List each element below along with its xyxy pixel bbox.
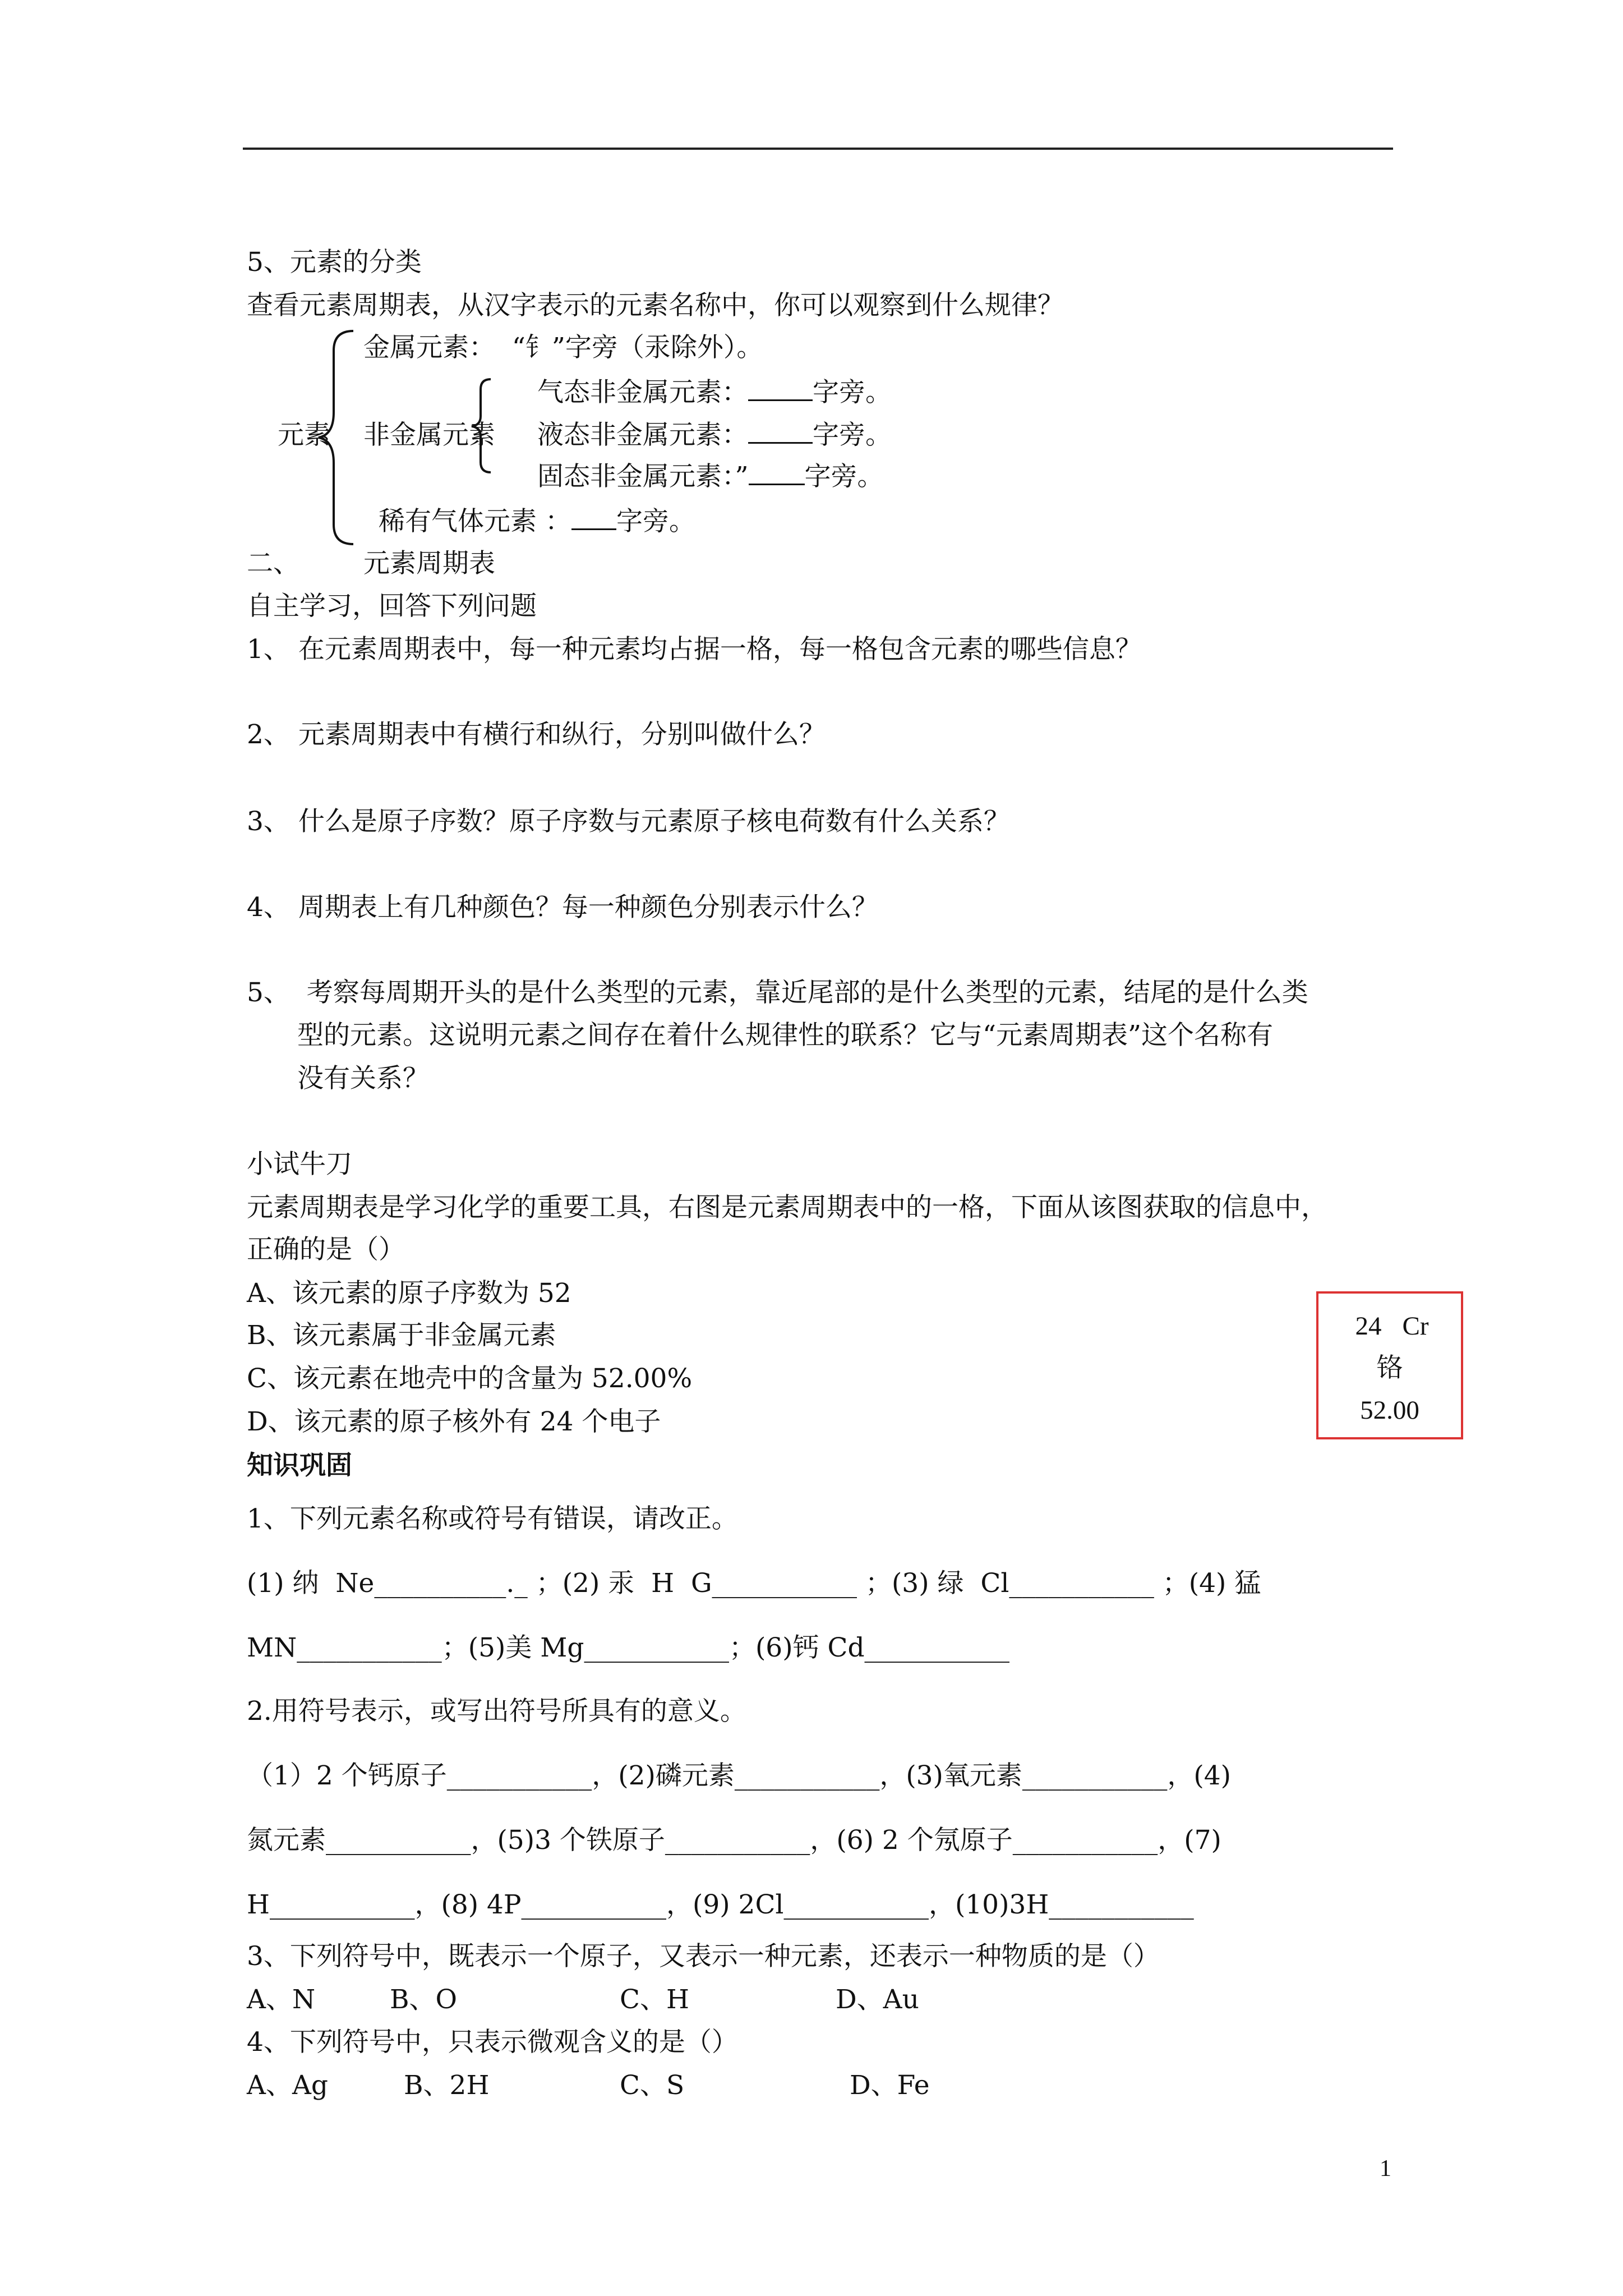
trial-heading: 小试牛刀	[247, 1149, 352, 1180]
nonmetal-label: 非金属元素	[363, 420, 495, 450]
consolidate-q2-line1: （1）2 个钙原子___________，(2)磷元素___________，(3)氧元素___________，(4)	[247, 1760, 1231, 1791]
gas-row: 气态非金属元素： 字旁。	[537, 377, 892, 408]
classification-question: 查看元素周期表，从汉字表示的元素名称中，你可以观察到什么规律？	[247, 290, 1064, 321]
element-cell-box	[1316, 1291, 1463, 1439]
element-mass: 52.00	[1360, 1396, 1419, 1425]
section2-number: 二、	[247, 548, 299, 579]
question-5-line3: 没有关系？	[297, 1063, 429, 1094]
question-5-line1: 5、 考察每周期开头的是什么类型的元素，靠近尾部的是什么类型的元素，结尾的是什么类	[247, 977, 1308, 1008]
q4-option-d: D、Fe	[850, 2070, 930, 2101]
trial-stem-line2: 正确的是（）	[247, 1234, 405, 1265]
q4-option-c: C、S	[620, 2070, 685, 2101]
solid-row: 固态非金属元素：” 字旁。	[537, 461, 884, 492]
noble-row: 稀有气体元素 ： 字旁。	[379, 506, 695, 537]
trial-option-c: C、该元素在地壳中的含量为 52.00%	[247, 1363, 693, 1394]
question-3: 3、 什么是原子序数？原子序数与元素原子核电荷数有什么关系？	[247, 806, 1010, 837]
element-symbol: Cr	[1402, 1312, 1429, 1341]
trial-stem-line1: 元素周期表是学习化学的重要工具，右图是元素周期表中的一格，下面从该图获取的信息中，	[247, 1192, 1327, 1223]
consolidate-q1-line2: MN___________；(5)美 Mg___________；(6)钙 Cd___________	[247, 1632, 1010, 1663]
consolidate-heading: 知识巩固	[247, 1450, 352, 1481]
metal-row: 金属元素： “钅”字旁（汞除外）。	[363, 332, 763, 363]
question-2: 2、 元素周期表中有横行和纵行，分别叫做什么？	[247, 719, 826, 750]
q3-option-b: B、O	[390, 1984, 458, 2015]
consolidate-q3: 3、下列符号中，既表示一个原子，又表示一种元素，还表示一种物质的是（）	[247, 1941, 1160, 1972]
trial-option-b: B、该元素属于非金属元素	[247, 1320, 556, 1351]
section2-title: 元素周期表	[363, 548, 495, 579]
liquid-row: 液态非金属元素： 字旁。	[537, 420, 892, 450]
section2-intro: 自主学习，回答下列问题	[247, 591, 537, 622]
consolidate-q2-line3: H___________，(8) 4P___________，(9) 2Cl___________，(10)3H___________	[247, 1889, 1194, 1920]
consolidate-q1: 1、下列元素名称或符号有错误，请改正。	[247, 1503, 738, 1534]
consolidate-q2-line2: 氮元素___________，(5)3 个铁原子___________，(6) 2 个氖原子___________，(7)	[247, 1825, 1221, 1856]
question-5-line2: 型的元素。这说明元素之间存在着什么规律性的联系？它与“元素周期表”这个名称有	[297, 1020, 1274, 1051]
element-number: 24	[1355, 1312, 1382, 1341]
header-rule	[243, 148, 1393, 150]
q4-option-a: A、Ag	[247, 2070, 328, 2101]
trial-option-a: A、该元素的原子序数为 52	[247, 1278, 571, 1309]
q4-option-b: B、2H	[404, 2070, 490, 2101]
q3-option-c: C、H	[620, 1984, 689, 2015]
classification-heading: 5、元素的分类	[247, 247, 422, 278]
root-label: 元素	[278, 420, 330, 450]
question-4: 4、 周期表上有几种颜色？每一种颜色分别表示什么？	[247, 892, 878, 923]
trial-option-d: D、该元素的原子核外有 24 个电子	[247, 1406, 661, 1437]
element-name: 铬	[1376, 1354, 1403, 1383]
consolidate-q1-line1: (1) 纳 Ne__________._ ；(2) 汞 H G___________ ；(3) 绿 Cl___________ ；(4) 猛	[247, 1568, 1261, 1599]
consolidate-q2: 2.用符号表示，或写出符号所具有的意义。	[247, 1696, 746, 1727]
page-number: 1	[1380, 2156, 1391, 2182]
q3-option-d: D、Au	[836, 1984, 919, 2015]
q3-option-a: A、N	[247, 1984, 316, 2015]
question-1: 1、 在元素周期表中，每一种元素均占据一格，每一格包含元素的哪些信息？	[247, 634, 1142, 665]
consolidate-q4: 4、下列符号中，只表示微观含义的是（）	[247, 2027, 738, 2058]
